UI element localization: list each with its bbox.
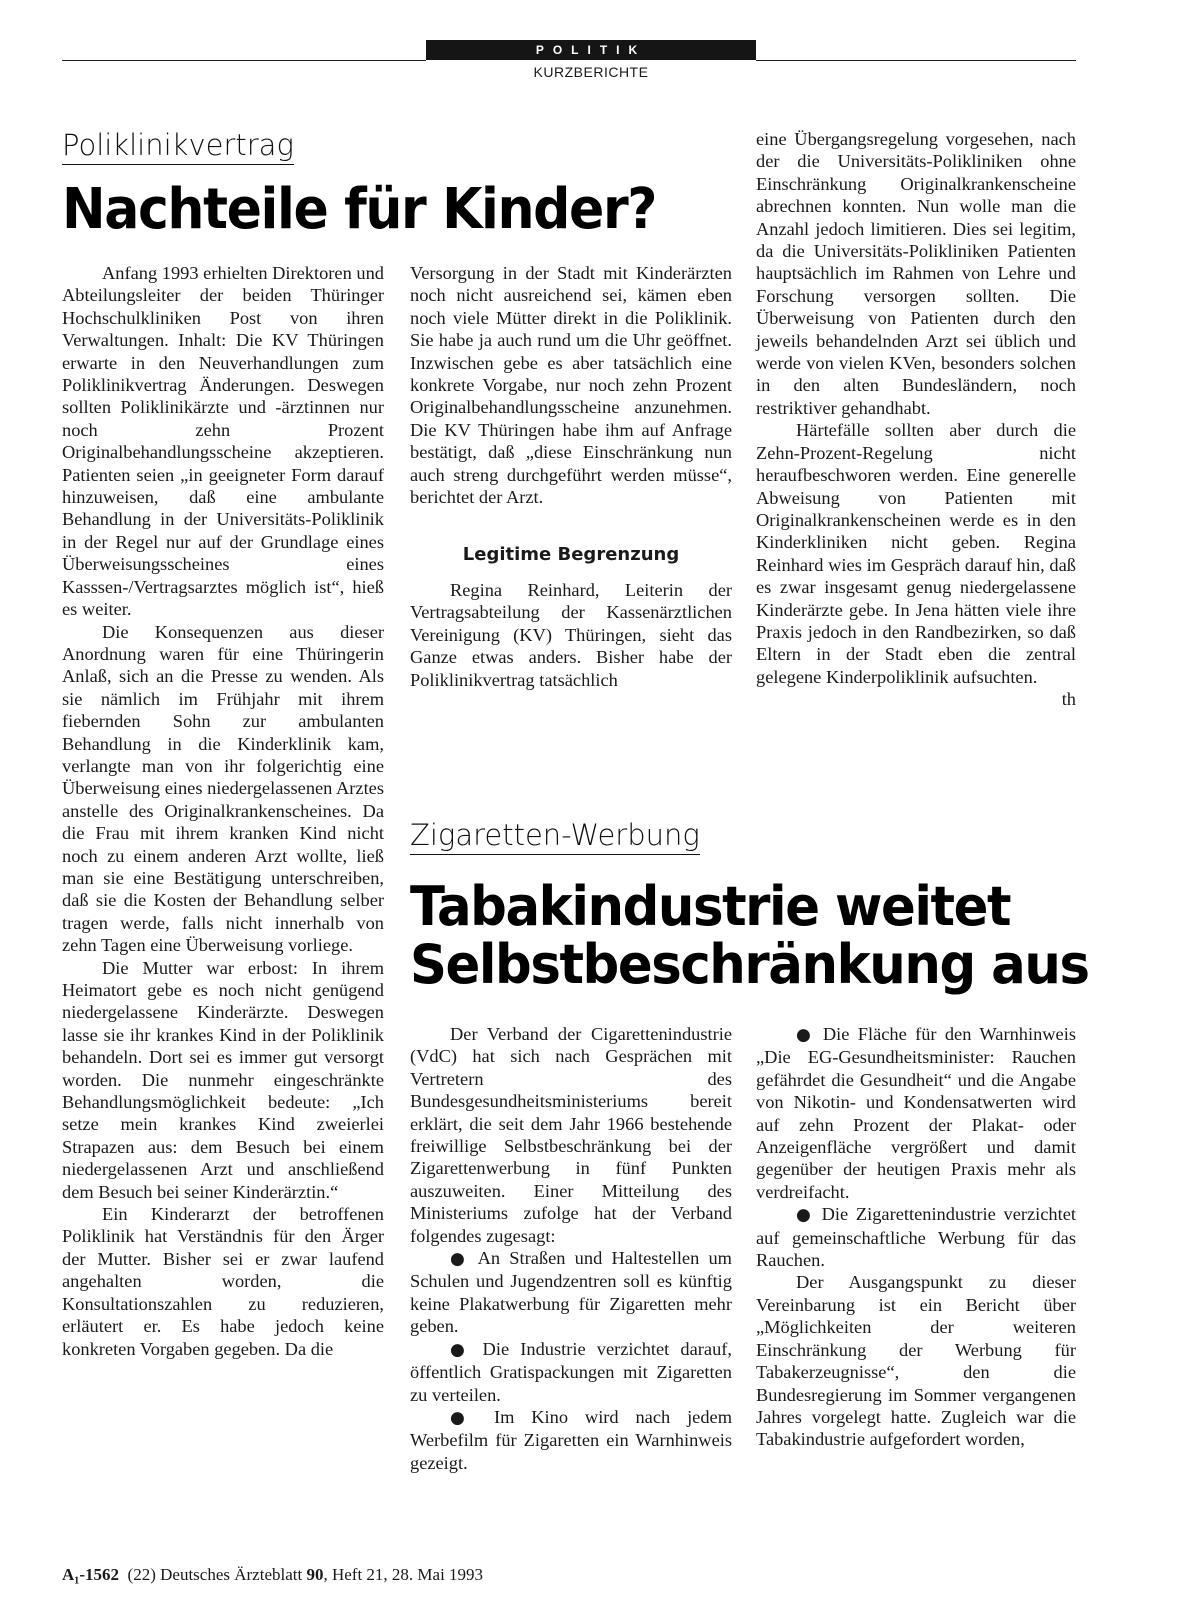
bullet-icon: ●: [450, 1407, 478, 1428]
article1-paragraph: Anfang 1993 erhielten Direktoren und Abteilungsleiter der beiden Thüringer Hochschulkliniken Post von ihren Verwaltungen. Inhalt: Die KV Thüringen erwarte in den Neuverhandlungen zum Poliklinikvertrag Änderungen. Deswegen sollten Poliklinikärzte und -ärztinnen nur noch zehn Prozent Originalbehandlungsscheine akzeptieren. Patienten seien „in geeigneter Form darauf hinzuweisen, daß eine ambulante Behandlung in der Universitäts-Poliklinik in der Regel nur auf der Grundlage eines Überweisungsscheines eines Kasssen-/Vertragsarztes möglich ist“, hieß es weiter.: [62, 263, 384, 620]
header-rule-right: [756, 60, 1076, 61]
article2-bullet-item: [410, 1247, 732, 1338]
article1-column-1: [62, 262, 384, 1360]
article1-paragraph: Versorgung in der Stadt mit Kinderärzten noch nicht ausreichend sei, kämen eben noch viele Mütter direkt in die Poliklinik. Sie habe ja auch rund um die Uhr geöffnet. Inzwischen gebe es aber tatsächlich eine konkrete Vorgabe, nur noch zehn Prozent Originalbehandlungsscheine anzunehmen. Die KV Thüringen habe ihm auf Anfrage bestätigt, daß „diese Einschränkung nun auch streng durchgeführt werden müsse“, berichtet der Arzt.: [410, 263, 732, 508]
bullet-text: Die Fläche für den Warnhinweis „Die EG-Gesundheitsminister: Rauchen gefährdet die Gesundheit“ und die Angabe von Nikotin- und Kondensatwerten wird auf zehn Prozent der Plakat- oder Anzeigenfläche vergrößert und damit gegenüber der heutigen Praxis mehr als verdreifacht.: [756, 1024, 1076, 1202]
article2-paragraph: Der Verband der Cigarettenindustrie (VdC) hat sich nach Gesprächen mit Vertretern des Bundesgesundheitsministeriums bereit erklärt, die seit dem Jahr 1966 bestehende freiwillige Selbstbeschränkung bei der Zigarettenwerbung in fünf Punkten auszuweiten. Einer Mitteilung des Ministeriums zufolge hat der Verband folgendes zugesagt:: [410, 1024, 732, 1246]
article1-paragraph: Die Mutter war erbost: In ihrem Heimatort gebe es noch nicht genügend niedergelassene Kinderärzte. Deswegen lasse sie ihr krankes Kind in der Poliklinik behandeln. Dort sei es immer gut versorgt worden. Die nunmehr eingeschränkte Behandlungsmöglichkeit bedeute: „Ich setze mein krankes Kind zweierlei Strapazen aus: dem Besuch bei einem niedergelassenen Arzt und anschließend dem Besuch bei seiner Kinderärztin.“: [62, 957, 384, 1202]
bullet-icon: ●: [450, 1339, 472, 1360]
article1-column-3: [756, 128, 1076, 711]
issue-info: , Heft 21, 28. Mai 1993: [323, 1565, 484, 1584]
bullet-text: Die Industrie verzichtet darauf, öffentlich Gratispackungen mit Zigaretten zu verteilen.: [410, 1338, 732, 1405]
article1-subheading: Legitime Begrenzung: [462, 544, 680, 566]
author-signature: th: [1061, 689, 1076, 710]
article1-kicker: Poliklinikvertrag: [62, 130, 294, 165]
bullet-icon: ●: [796, 1205, 814, 1226]
article1-paragraph-text: Härtefälle sollten aber durch die Zehn-Prozent-Regelung nicht heraufbeschworen werden. Eine generelle Abweisung von Patienten mit Originalkrankenscheinen werde es in den Kinderkliniken nicht geben. Regina Reinhard wies im Gespräch darauf hin, daß es zwar insgesamt genug niedergelassene Kinderärzte gebe. In Jena hätten viele ihre Praxis jedoch in den Randbezirken, so daß Eltern in der Stadt eben die zentral gelegene Kinderpoliklinik aufsuchten.: [756, 420, 1076, 687]
article2-paragraph: Der Ausgangspunkt zu dieser Vereinbarung ist ein Bericht über „Möglichkeiten der weiteren Einschränkung der Werbung für Tabakerzeugnisse“, den die Bundesregierung im Sommer vergangenen Jahres vorgelegt hatte. Zugleich war die Tabakindustrie aufgefordert worden,: [756, 1272, 1076, 1450]
journal-name: Deutsches Ärzteblatt: [160, 1565, 303, 1584]
article2-headline: [410, 875, 1089, 997]
article1-paragraph: Die Konsequenzen aus dieser Anordnung waren für eine Thüringerin Anlaß, sich an die Presse zu wenden. Als sie nämlich im Frühjahr mit ihrem fiebernden Sohn zur ambulanten Behandlung in die Kinderklinik kam, verlangte man von ihr folgerichtig eine Überweisung eines niedergelassenen Arztes anstelle des Originalkrankenscheines. Da die Frau mit ihrem kranken Kind nicht noch zu einem anderen Arzt wollte, ließ man sie eine Bestätigung unterschreiben, daß sie die Kosten der Behandlung selber tragen werde, falls nicht innerhalb von zehn Tagen eine Überweisung vorliege.: [62, 621, 384, 956]
header-rule-left: [62, 60, 426, 61]
subsection-label: KURZBERICHTE: [533, 64, 649, 80]
article2-bullet-item: [410, 1338, 732, 1406]
article2-headline-line: Selbstbeschränkung aus: [410, 933, 1089, 997]
bullet-icon: ●: [450, 1249, 470, 1270]
article1-paragraph: Ein Kinderarzt der betroffenen Poliklinik hat Verständnis für den Ärger der Mutter. Bisher sei er zwar laufend angehalten worden, die Konsultationszahlen zu reduzieren, erläutert er. Es habe jedoch keine konkreten Vorgaben gegeben. Da die: [62, 1204, 384, 1359]
bullet-text: Im Kino wird nach jedem Werbefilm für Zigaretten ein Warnhinweis gezeigt.: [410, 1406, 732, 1473]
article2-bullet-item: [756, 1203, 1076, 1271]
article2-kicker: Zigaretten-Werbung: [410, 820, 700, 855]
article2-column-1: [410, 1023, 732, 1474]
article2-headline-line: Tabakindustrie weitet: [410, 875, 1011, 938]
article1-column-2: [410, 262, 732, 691]
page-footer: [62, 1565, 483, 1585]
bullet-text: An Straßen und Haltestellen um Schulen und Jugendzentren soll es künftig keine Plakatwerbung für Zigaretten mehr geben.: [410, 1248, 732, 1337]
article1-paragraph: Regina Reinhard, Leiterin der Vertragsabteilung der Kassenärztlichen Vereinigung (KV) Thüringen, sieht das Ganze etwas anders. Bisher habe der Poliklinikvertrag tatsächlich: [410, 579, 732, 690]
article2-bullet-item: [756, 1023, 1076, 1203]
section-label: POLITIK: [426, 40, 756, 60]
volume-number: 90: [306, 1565, 324, 1584]
page-code: A₁-1562: [62, 1565, 120, 1584]
bullet-text: Die Zigarettenindustrie verzichtet auf gemeinschaftliche Werbung für das Rauchen.: [756, 1204, 1076, 1271]
article1-paragraph: eine Übergangsregelung vorgesehen, nach der die Universitäts-Polikliniken ohne Einschränkung Originalkrankenscheine abrechnen konnten. Nun wolle man die Anzahl jedoch limitieren. Dies sei legitim, da die Universitäts-Polikliniken Patienten hauptsächlich im Rahmen von Lehre und Forschung versorgen sollten. Die Überweisung von Patienten durch den jeweils behandelnden Arzt sei üblich und werde von vielen KVen, besonders solchen in den alten Bundesländern, noch restriktiver gehandhabt.: [756, 129, 1076, 418]
article2-column-2: [756, 1023, 1076, 1451]
article1-headline: Nachteile für Kinder?: [62, 177, 657, 242]
article2-bullet-item: [410, 1406, 732, 1474]
bullet-icon: ●: [796, 1025, 815, 1045]
article1-paragraph: [756, 419, 1076, 710]
page-number: (22): [127, 1565, 156, 1584]
